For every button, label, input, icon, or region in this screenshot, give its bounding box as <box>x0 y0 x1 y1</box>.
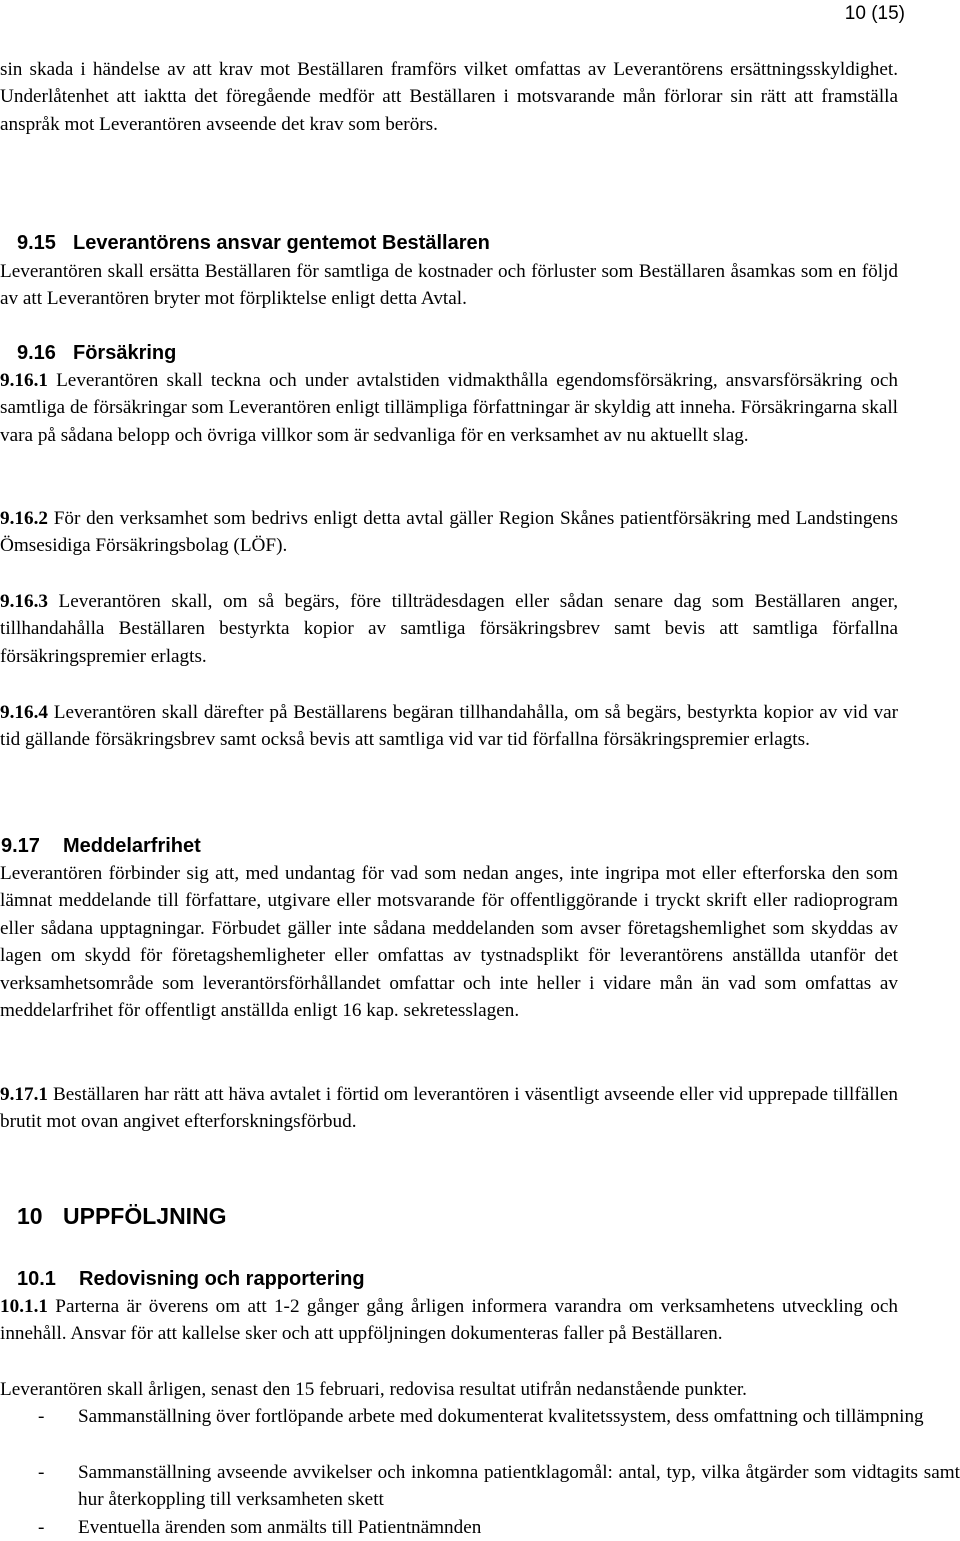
clause-number: 9.16.1 <box>0 370 48 391</box>
heading-title: Redovisning och rapportering <box>79 1268 365 1290</box>
heading-title: Meddelarfrihet <box>63 835 201 857</box>
heading-number: 9.15 <box>17 232 56 254</box>
clause-text: Leverantören skall, om så begärs, före tillträdesdagen eller sådan senare dag som Beställaren anger, tillhandahålla Beställaren bestyrkta kopior av samtliga försäkringsbrev samt bevis att samtliga förfallna försäkringspremier erlagts. <box>0 591 898 667</box>
paragraph-10-1-reporting: Leverantören skall årligen, senast den 15 februari, redovisa resultat utifrån nedanstående punkter. <box>0 1379 747 1400</box>
heading-number: 10 <box>17 1203 43 1229</box>
paragraph-9-17: Leverantören förbinder sig att, med undantag för vad som nedan anges, inte ingripa mot eller efterforska den som lämnat meddelande till författare, utgivare eller motsvarande för offentliggörande i tryckt skrift eller radioprogram eller sådana upptagningar. Förbudet gäller inte sådana meddelanden som avser företagshemlighet som skyddas av lagen om skydd för företagshemligheter eller omfattas av tystnadsplikt för leverantörens anställda utanför det verksamhetsområde som leverantörsförhållandet omfattar och inte heller i vidare mån än vad som omfattas av meddelarfrihet för offentligt anställda enligt 16 kap. sekretesslagen. <box>0 863 898 1022</box>
heading-number: 9.17 <box>1 835 40 857</box>
clause-number: 9.16.3 <box>0 591 48 612</box>
paragraph-9-16-1 <box>0 367 898 449</box>
heading-title: UPPFÖLJNING <box>63 1203 227 1229</box>
paragraph-9-17-1 <box>0 1081 898 1136</box>
heading-title: Försäkring <box>73 342 177 364</box>
heading-number: 10.1 <box>17 1268 56 1290</box>
clause-text: Parterna är överens om att 1-2 gånger gång årligen informera varandra om verksamhetens utveckling och innehåll. Ansvar för att kallelse sker och att uppföljningen dokumenteras faller på Beställaren. <box>0 1296 898 1345</box>
list-dash: - <box>38 1462 45 1483</box>
clause-text: För den verksamhet som bedrivs enligt detta avtal gäller Region Skånes patientförsäkring med Landstingens Ömsesidiga Försäkringsbolag (LÖF). <box>0 508 898 557</box>
list-dash: - <box>38 1406 45 1427</box>
clause-text: Beställaren har rätt att häva avtalet i förtid om leverantören i väsentligt avseende eller vid upprepade tillfällen brutit mot ovan angivet efterforskningsförbud. <box>0 1084 898 1133</box>
paragraph-9-16-4 <box>0 699 898 754</box>
paragraph-9-16-2 <box>0 505 898 560</box>
clause-number: 9.16.2 <box>0 508 48 529</box>
paragraph-10-1-1 <box>0 1293 898 1348</box>
list-item-text: Eventuella ärenden som anmälts till Patientnämnden <box>78 1517 482 1538</box>
heading-10-1 <box>17 1266 365 1293</box>
page-number: 10 (15) <box>844 3 905 24</box>
heading-title: Leverantörens ansvar gentemot Beställaren <box>73 232 490 254</box>
list-dash: - <box>38 1517 45 1538</box>
heading-10 <box>17 1203 227 1230</box>
list-item-text: Sammanställning över fortlöpande arbete med dokumenterat kvalitetssystem, dess omfattning och tillämpning <box>78 1406 924 1427</box>
paragraph-9-15: Leverantören skall ersätta Beställaren för samtliga de kostnader och förluster som Beställaren åsamkas som en följd av att Leverantören bryter mot förpliktelse enligt detta Avtal. <box>0 261 898 310</box>
heading-9-17 <box>1 833 201 860</box>
clause-number: 9.16.4 <box>0 702 48 723</box>
clause-number: 10.1.1 <box>0 1296 48 1317</box>
list-item-text: Sammanställning avseende avvikelser och inkomna patientklagomål: antal, typ, vilka åtgärder som vidtagits samt hur återkoppling till verksamheten skett <box>78 1462 960 1511</box>
heading-number: 9.16 <box>17 342 56 364</box>
heading-9-15 <box>17 230 490 257</box>
paragraph-intro: sin skada i händelse av att krav mot Beställaren framförs vilket omfattas av Leverantörens ersättningsskyldighet. Underlåtenhet att iaktta det föregående medför att Beställaren i motsvarande mån förlorar sin rätt att framställa anspråk mot Leverantören avseende det krav som berörs. <box>0 59 898 135</box>
clause-text: Leverantören skall därefter på Beställarens begäran tillhandahålla, om så begärs, bestyrkta kopior av vid var tid gällande försäkringsbrev samt också bevis att samtliga vid var tid förfallna försäkringspremier erlagts. <box>0 702 898 751</box>
heading-9-16 <box>17 340 176 367</box>
clause-text: Leverantören skall teckna och under avtalstiden vidmakthålla egendomsförsäkring, ansvarsförsäkring och samtliga de försäkringar som Leverantören enligt tillämpliga författningar är skyldig att inneha. Försäkringarna skall vara på sådana belopp och övriga villkor som är sedvanliga för en verksamhet av nu aktuellt slag. <box>0 370 898 446</box>
paragraph-9-16-3 <box>0 588 898 670</box>
clause-number: 9.17.1 <box>0 1084 48 1105</box>
